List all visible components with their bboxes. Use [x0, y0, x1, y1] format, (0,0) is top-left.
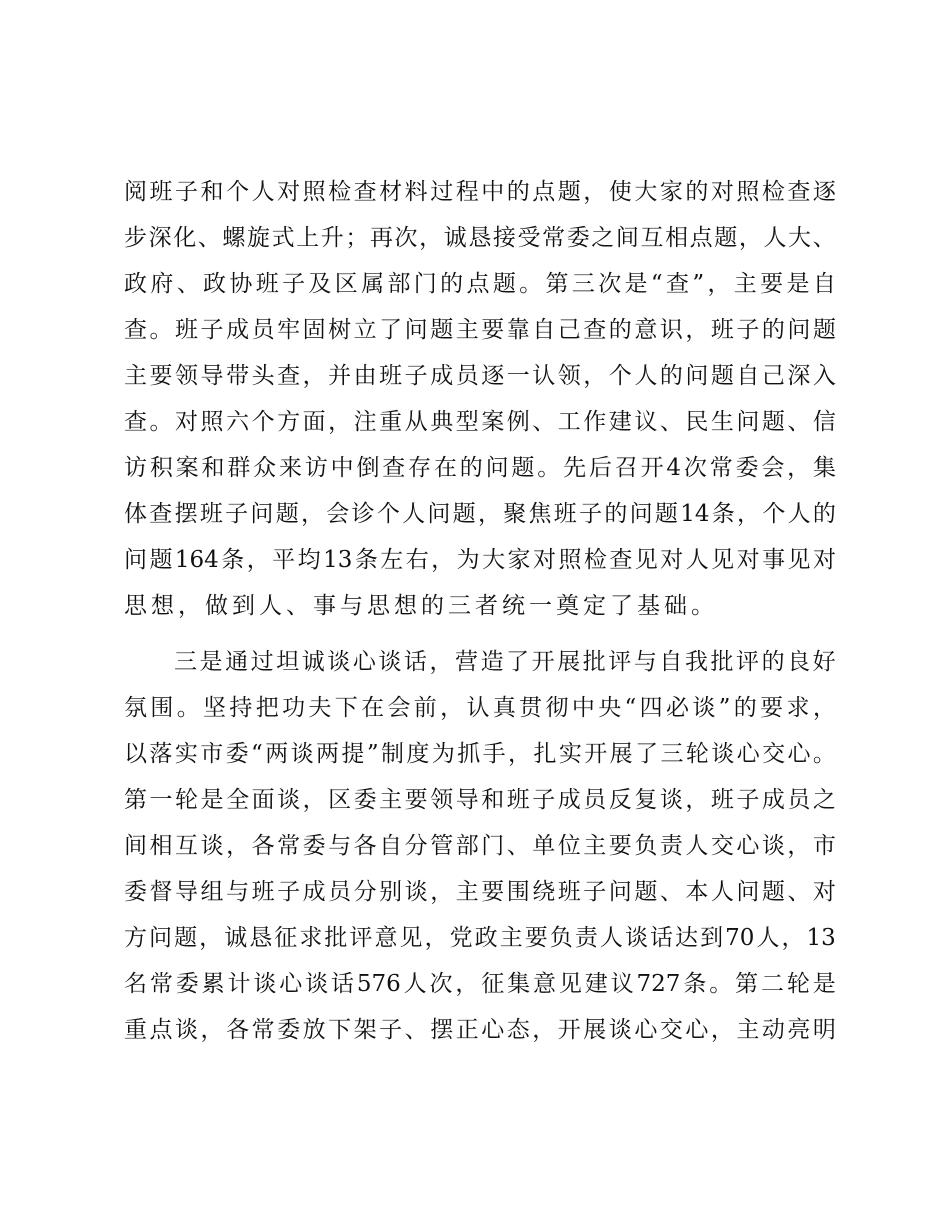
text-line: 重 点 谈 ， 各 常 委 放 下 架 子 、 摆 正 心 态 ， 开 展 谈 心 交 心 ， 主 动 亮 明 — [124, 1017, 836, 1043]
text-line: 名 常 委 累 计 谈 心 谈 话 576 人 次 ， 征 集 意 见 建 议 727 条 。 第 二 轮 是 — [124, 971, 836, 997]
text-line: 查 。 对 照 六 个 方 面 ， 注 重 从 典 型 案 例 、 工 作 建 议 、 民 生 问 题 、 信 — [124, 409, 836, 435]
text-line: 访 积 案 和 群 众 来 访 中 倒 查 存 在 的 问 题 。 先 后 召 开 4 次 常 委 会 ， 集 — [124, 455, 836, 481]
text-line: 间 相 互 谈 ， 各 常 委 与 各 自 分 管 部 门 、 单 位 主 要 负 责 人 交 心 谈 ， 市 — [124, 833, 836, 859]
text-line: 委 督 导 组 与 班 子 成 员 分 别 谈 ， 主 要 围 绕 班 子 问 题 、 本 人 问 题 、 对 — [124, 879, 836, 905]
text-line: 政 府 、 政 协 班 子 及 区 属 部 门 的 点 题 。 第 三 次 是 “ 查 ” ， 主 要 是 自 — [124, 271, 836, 297]
paragraph-2 — [124, 639, 844, 1053]
text-line: 第 一 轮 是 全 面 谈 ， 区 委 主 要 领 导 和 班 子 成 员 反 复 谈 ， 班 子 成 员 之 — [124, 787, 836, 813]
text-line: 主 要 领 导 带 头 查 ， 并 由 班 子 成 员 逐 一 认 领 ， 个 人 的 问 题 自 己 深 入 — [124, 363, 836, 389]
text-line: 阅 班 子 和 个 人 对 照 检 查 材 料 过 程 中 的 点 题 ， 使 大 家 的 对 照 检 查 逐 — [124, 179, 836, 205]
text-line: 查 。 班 子 成 员 牢 固 树 立 了 问 题 主 要 靠 自 己 查 的 意 识 ， 班 子 的 问 题 — [124, 317, 836, 343]
paragraph-1 — [124, 169, 844, 629]
paragraph-spacer — [124, 629, 844, 639]
text-line: 方 问 题 ， 诚 恳 征 求 批 评 意 见 ， 党 政 主 要 负 责 人 谈 话 达 到 70 人 ， 13 — [124, 925, 836, 951]
document-body — [124, 169, 844, 1053]
text-line: 步 深 化 、 螺 旋 式 上 升 ； 再 次 ， 诚 恳 接 受 常 委 之 间 互 相 点 题 ， 人 大 、 — [124, 225, 836, 251]
text-line: 氛 围 。 坚 持 把 功 夫 下 在 会 前 ， 认 真 贯 彻 中 央 “ 四 必 谈 ” 的 要 求 ， — [124, 695, 836, 721]
text-line: 三 是 通 过 坦 诚 谈 心 谈 话 ， 营 造 了 开 展 批 评 与 自 我 批 评 的 良 好 — [174, 649, 836, 675]
text-line: 以 落 实 市 委 “ 两 谈 两 提 ” 制 度 为 抓 手 ， 扎 实 开 展 了 三 轮 谈 心 交 心 。 — [124, 741, 836, 767]
text-line: 问 题 164 条 ， 平 均 13 条 左 右 ， 为 大 家 对 照 检 查 见 对 人 见 对 事 见 对 — [124, 547, 836, 573]
text-line: 体 查 摆 班 子 问 题 ， 会 诊 个 人 问 题 ， 聚 焦 班 子 的 问 题 14 条 ， 个 人 的 — [124, 501, 836, 527]
text-line: 思想，做到人、事与思想的三者统一奠定了基础。 — [124, 593, 718, 619]
